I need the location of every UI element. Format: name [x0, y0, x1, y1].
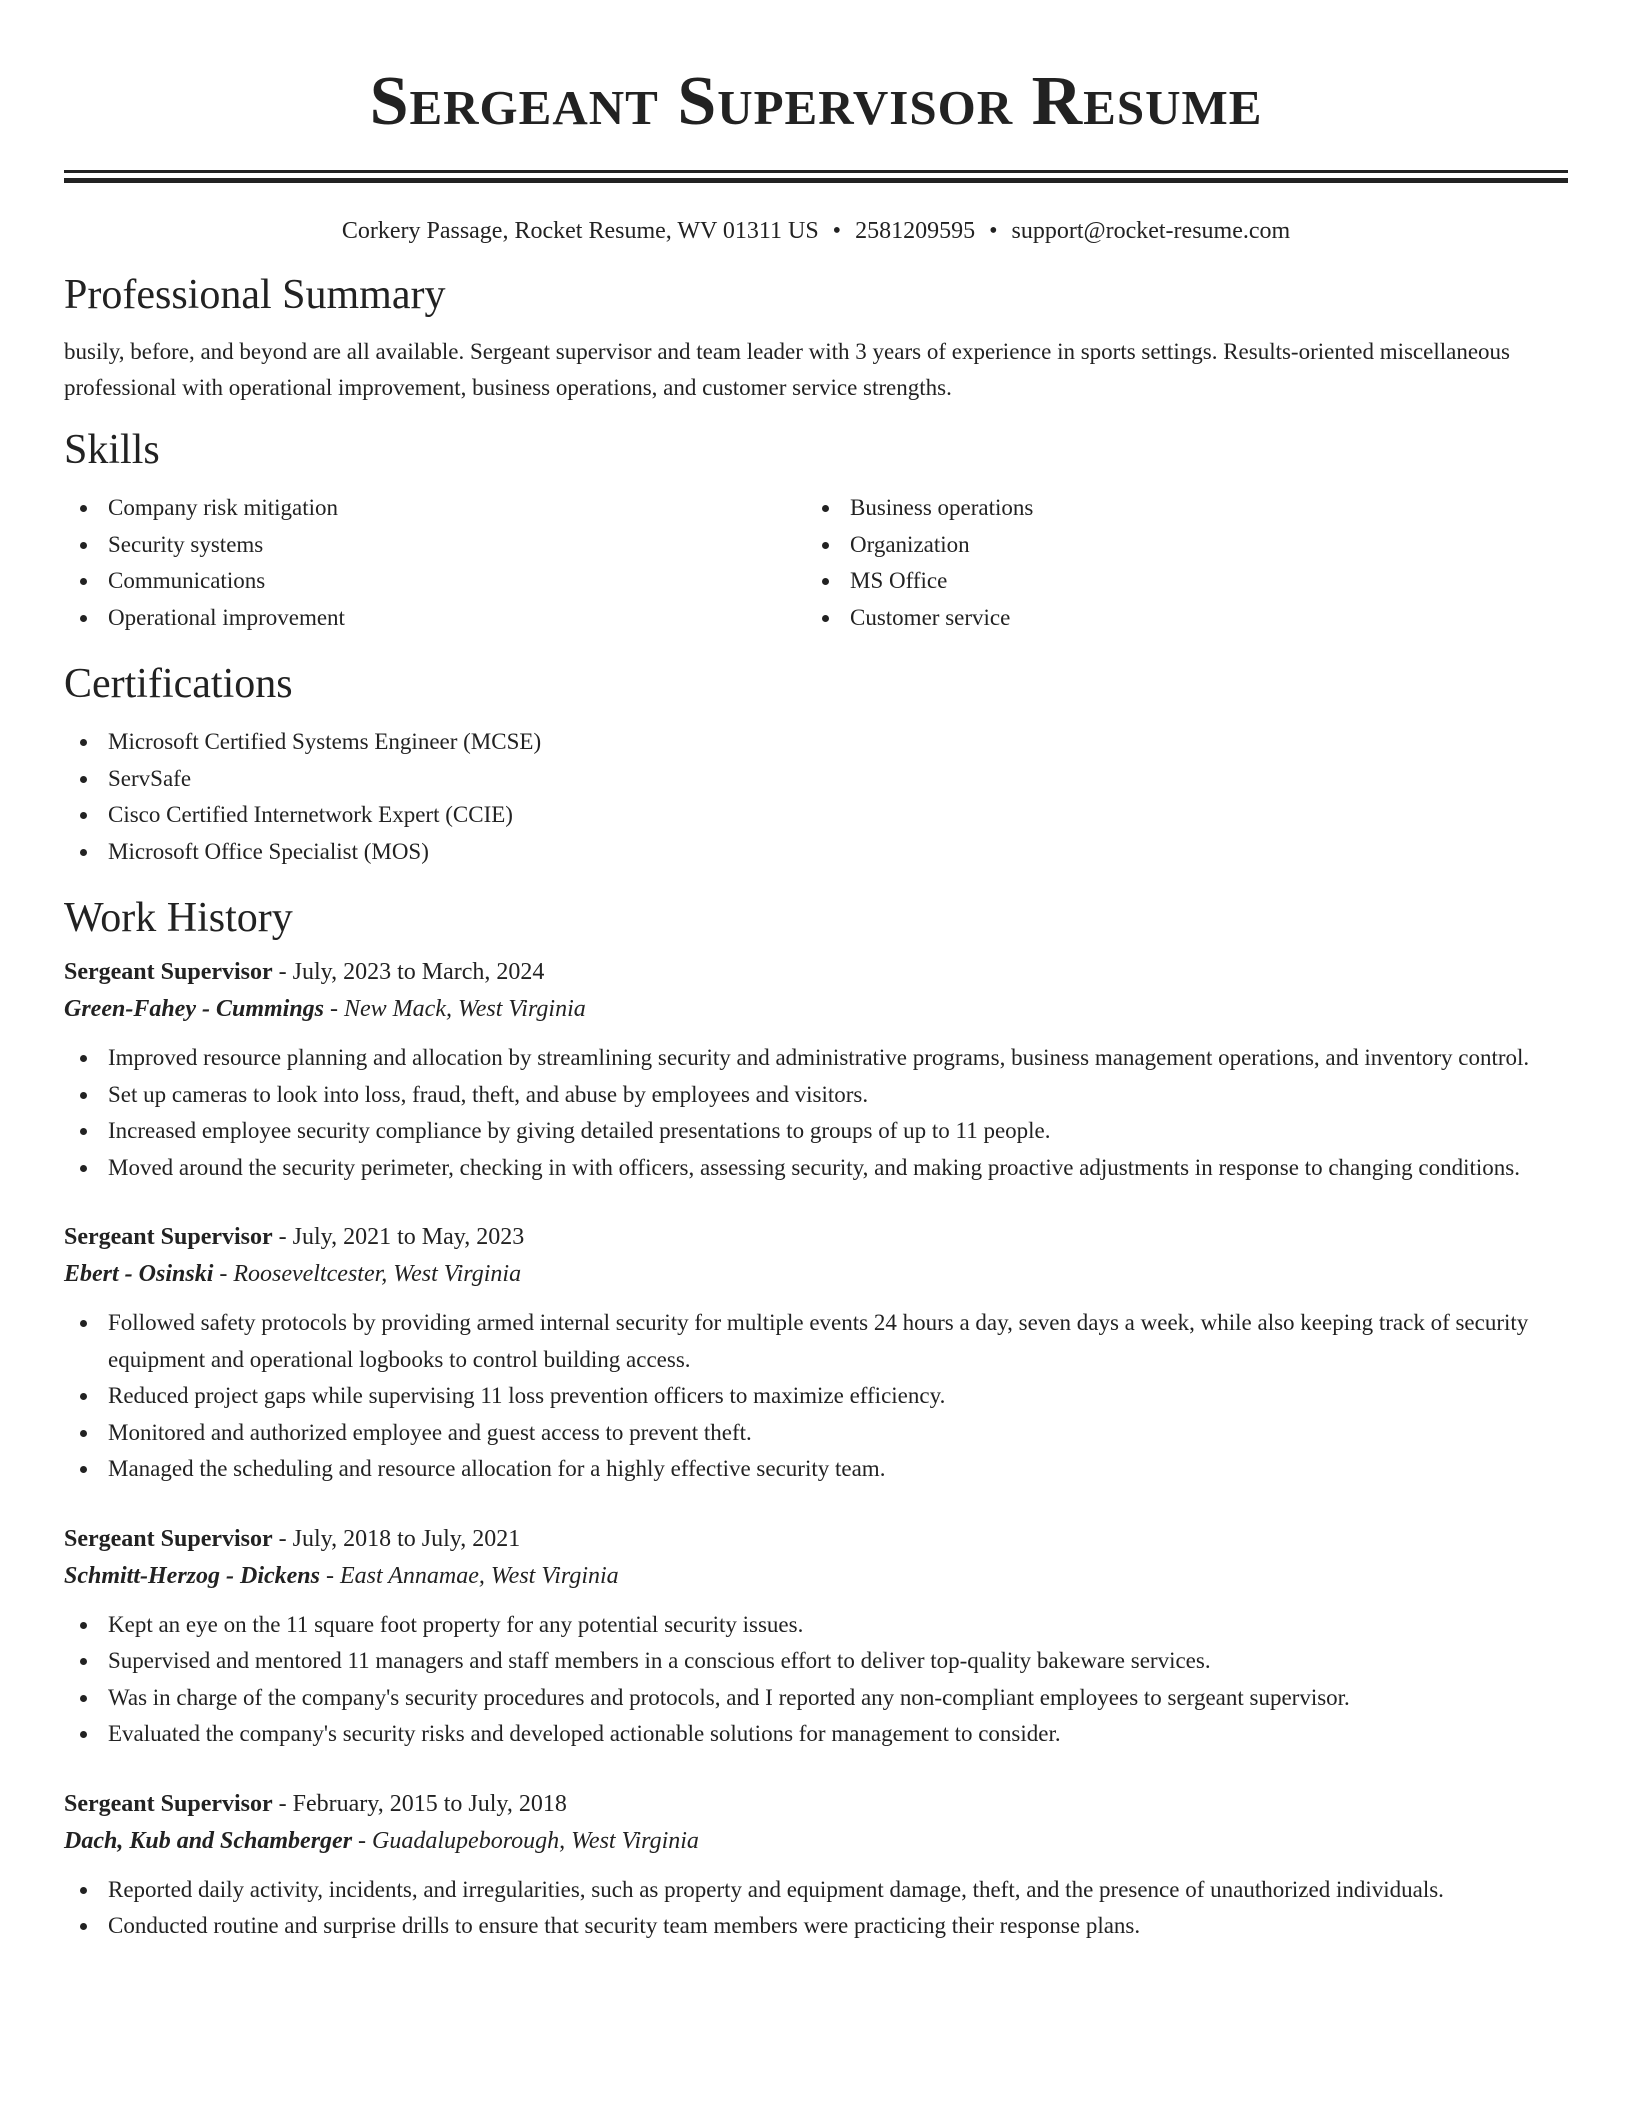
job-bullet: Reduced project gaps while supervising 11 loss prevention officers to maximize efficiency.: [64, 1378, 1568, 1415]
job-bullet: Managed the scheduling and resource allocation for a highly effective security team.: [64, 1451, 1568, 1488]
job-title: Sergeant Supervisor: [64, 1525, 273, 1552]
skills-left-list: [64, 490, 806, 636]
job-dates: - July, 2023 to March, 2024: [272, 959, 545, 985]
job-bullets: [64, 1607, 1568, 1753]
certifications-section: [64, 658, 1568, 870]
job-location: - Rooseveltcester, West Virginia: [213, 1261, 522, 1287]
skills-heading: Skills: [64, 427, 160, 473]
skill-item: MS Office: [806, 563, 1548, 600]
job-company-line: [64, 1255, 1568, 1293]
skill-item: Organization: [806, 527, 1548, 564]
certification-item: ServSafe: [64, 761, 1568, 798]
title-rule-thick: [64, 178, 1568, 183]
job-bullet: Supervised and mentored 11 managers and staff members in a conscious effort to deliver top-quality bakeware services.: [64, 1643, 1568, 1680]
skill-item: Customer service: [806, 600, 1548, 637]
job-bullet: Increased employee security compliance by giving detailed presentations to groups of up to 11 people.: [64, 1113, 1568, 1150]
contact-address: Corkery Passage, Rocket Resume, WV 01311 US: [341, 218, 819, 244]
job-company-line: [64, 1557, 1568, 1595]
work-history-heading: Work History: [64, 895, 293, 941]
contact-phone: 2581209595: [855, 218, 976, 244]
job-title: Sergeant Supervisor: [64, 959, 273, 985]
work-history-section: [64, 892, 1568, 1945]
job-location: - Guadalupeborough, West Virginia: [352, 1827, 699, 1854]
job-company: Dach, Kub and Schamberger: [64, 1827, 353, 1854]
skill-item: Communications: [64, 563, 806, 600]
job-title-line: [64, 1786, 1568, 1822]
title-rule-thin: [64, 170, 1568, 173]
summary-text: busily, before, and beyond are all available. Sergeant supervisor and team leader with 3 years of experience in sports settings. Results-oriented miscellaneous professional with operational improvement, business operations, and customer service strengths.: [64, 339, 1510, 400]
summary-heading: Professional Summary: [64, 272, 446, 318]
job-dates: - July, 2021 to May, 2023: [272, 1224, 525, 1250]
job-bullet: Followed safety protocols by providing armed internal security for multiple events 24 hours a day, seven days a week, while also keeping track of security equipment and operational logbooks to control building access.: [64, 1305, 1568, 1378]
skills-columns: [64, 490, 1568, 636]
skills-right-list: [806, 490, 1548, 636]
contact-email: support@rocket-resume.com: [1011, 218, 1291, 244]
job-title: Sergeant Supervisor: [64, 1224, 273, 1250]
skill-item: Business operations: [806, 490, 1548, 527]
job-dates: - February, 2015 to July, 2018: [272, 1790, 567, 1817]
job-location: - East Annamae, West Virginia: [320, 1562, 619, 1589]
job-bullet: Evaluated the company's security risks and developed actionable solutions for management to consider.: [64, 1716, 1568, 1753]
job-bullets: [64, 1872, 1568, 1945]
skills-section: [64, 424, 1568, 636]
certifications-heading: Certifications: [64, 661, 293, 707]
certifications-list: [64, 724, 1568, 870]
job-bullet: Monitored and authorized employee and guest access to prevent theft.: [64, 1415, 1568, 1452]
job-entry: [64, 954, 1568, 1186]
job-bullet: Improved resource planning and allocation by streamlining security and administrative programs, business management operations, and inventory control.: [64, 1040, 1568, 1077]
job-company-line: [64, 1822, 1568, 1860]
job-bullet: Reported daily activity, incidents, and irregularities, such as property and equipment damage, theft, and the presence of unauthorized individuals.: [64, 1872, 1568, 1909]
job-bullets: [64, 1305, 1568, 1488]
job-company-line: [64, 990, 1568, 1028]
job-bullet: Conducted routine and surprise drills to ensure that security team members were practicing their response plans.: [64, 1908, 1568, 1945]
job-bullet: Was in charge of the company's security procedures and protocols, and I reported any non-compliant employees to sergeant supervisor.: [64, 1680, 1568, 1717]
job-bullet: Kept an eye on the 11 square foot property for any potential security issues.: [64, 1607, 1568, 1644]
skill-item: Company risk mitigation: [64, 490, 806, 527]
skill-item: Operational improvement: [64, 600, 806, 637]
job-bullet: Set up cameras to look into loss, fraud, theft, and abuse by employees and visitors.: [64, 1077, 1568, 1114]
job-bullet: Moved around the security perimeter, checking in with officers, assessing security, and making proactive adjustments in response to changing conditions.: [64, 1150, 1568, 1187]
job-entry: [64, 1521, 1568, 1753]
contact-separator: •: [832, 218, 842, 244]
job-entry: [64, 1786, 1568, 1945]
contact-line: [64, 215, 1568, 247]
skill-item: Security systems: [64, 527, 806, 564]
job-company: Ebert - Osinski: [64, 1261, 214, 1287]
job-dates: - July, 2018 to July, 2021: [272, 1525, 521, 1552]
resume-title: Sergeant Supervisor Resume: [369, 63, 1263, 140]
certification-item: Microsoft Office Specialist (MOS): [64, 834, 1568, 871]
job-company: Schmitt-Herzog - Dickens: [64, 1562, 320, 1589]
job-title-line: [64, 954, 1568, 990]
job-location: - New Mack, West Virginia: [324, 996, 586, 1022]
summary-section: [64, 269, 1568, 406]
job-title-line: [64, 1521, 1568, 1557]
job-company: Green-Fahey - Cummings: [64, 996, 325, 1022]
certification-item: Cisco Certified Internetwork Expert (CCIE): [64, 797, 1568, 834]
job-entry: [64, 1219, 1568, 1488]
job-title-line: [64, 1219, 1568, 1255]
job-title: Sergeant Supervisor: [64, 1790, 273, 1817]
contact-separator: •: [989, 218, 998, 244]
certification-item: Microsoft Certified Systems Engineer (MCSE): [64, 724, 1568, 761]
job-bullets: [64, 1040, 1568, 1186]
